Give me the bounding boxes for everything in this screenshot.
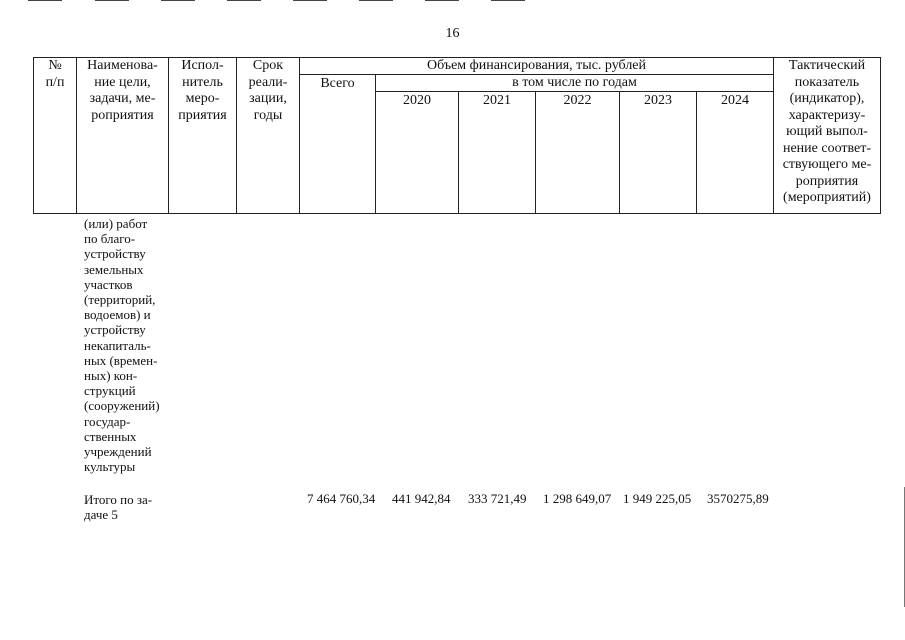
top-edge-mark xyxy=(28,0,62,1)
page-number: 16 xyxy=(445,26,460,41)
top-edge-mark xyxy=(293,0,327,1)
top-edge-mark xyxy=(491,0,525,1)
total-row-2024: 3570275,89 xyxy=(707,491,769,506)
top-edge-mark xyxy=(227,0,261,1)
header-indicator: Тактический показатель (индикатор), характеризу- ющий выпол- нение соответ- ствующего ме- роприятия (мероприятий) xyxy=(782,58,872,205)
top-edge-mark xyxy=(359,0,393,1)
table-header xyxy=(33,57,881,214)
header-term: Срок реали- зации, годы xyxy=(248,58,288,123)
total-row-2022: 1 298 649,07 xyxy=(543,491,612,506)
header-year: 2023 xyxy=(644,93,672,108)
total-row-2021: 333 721,49 xyxy=(468,491,527,506)
header-name: Наименова- ние цели, задачи, ме- роприятия xyxy=(87,58,158,123)
measure-name-continued: (или) работ по благо- устройству земельных участков (территорий, водоемов) и устройству некапиталь- ных (времен- ных) кон- струкций (сооружений) государ- ственных учреждений культуры xyxy=(84,216,160,475)
total-row-2020: 441 942,84 xyxy=(392,491,451,506)
top-edge-mark xyxy=(425,0,459,1)
header-funding: Объем финансирования, тыс. рублей xyxy=(426,58,647,73)
header-total: Всего xyxy=(320,76,355,91)
table-border-right xyxy=(880,57,881,214)
header-year: 2024 xyxy=(721,93,749,108)
table-border-bottom xyxy=(33,213,881,214)
top-edge-mark xyxy=(161,0,195,1)
header-number: № п/п xyxy=(45,58,65,90)
total-row-sum: 7 464 760,34 xyxy=(307,491,376,506)
header-years-group: в том числе по годам xyxy=(512,75,637,90)
header-year: 2022 xyxy=(563,93,592,108)
header-executor: Испол- нитель меро- приятия xyxy=(178,58,227,123)
header-year: 2020 xyxy=(403,93,431,108)
total-row-2023: 1 949 225,05 xyxy=(623,491,692,506)
total-row-label: Итого по за- даче 5 xyxy=(84,492,153,523)
header-year: 2021 xyxy=(483,93,511,108)
top-edge-mark xyxy=(95,0,129,1)
